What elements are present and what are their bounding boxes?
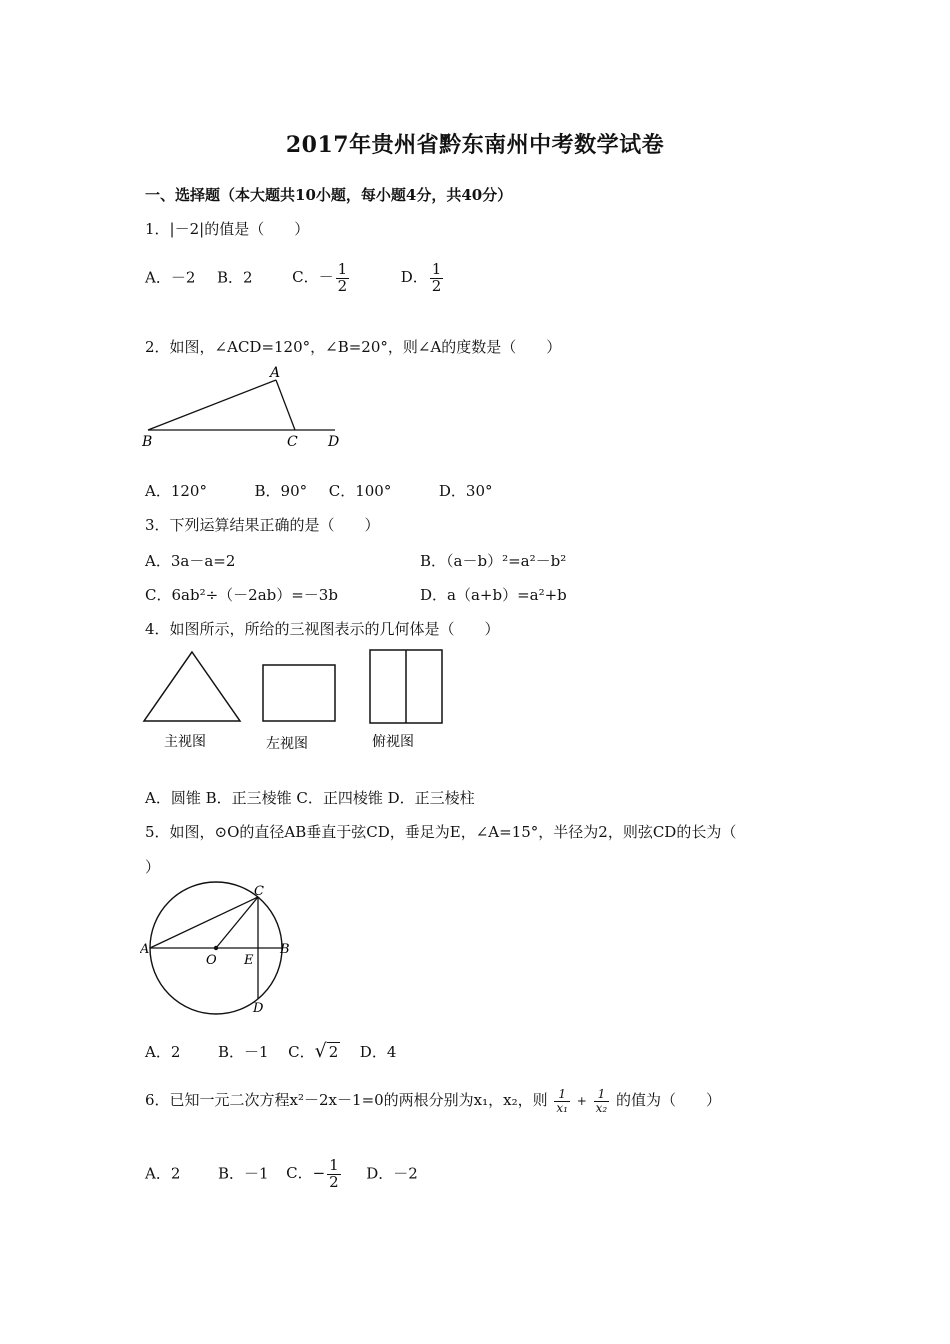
- front-view-label: 主视图: [164, 734, 206, 750]
- center-point: [214, 946, 218, 950]
- q5-option-d: D．4: [359, 1043, 397, 1061]
- q2-option-a: A．120°: [145, 482, 207, 500]
- label-a: A: [140, 942, 150, 957]
- label-d: D: [253, 1001, 264, 1015]
- q1-option-c: C．－ $\frac{1}{2}$: [292, 260, 348, 295]
- q2-options: [145, 480, 493, 501]
- q6-fraction-2: $\frac{1}{\text{x₂}}$: [595, 1087, 608, 1115]
- q4-stem: 4．如图所示，所给的三视图表示的几何体是（ ）: [145, 620, 500, 638]
- line-oc: [216, 897, 258, 948]
- q2-option-c: C．100°: [328, 482, 392, 500]
- q1-option-a: A．－2: [145, 268, 196, 287]
- q5-stem-line2: ）: [145, 858, 161, 876]
- q3-option-a: A．3a－a=2: [145, 552, 236, 570]
- q5-circle-figure: [140, 880, 310, 1015]
- q2-stem: 2．如图，∠ACD=120°，∠B=20°，则∠A的度数是（ ）: [145, 338, 562, 356]
- left-view-label: 左视图: [266, 736, 308, 752]
- label-a: A: [270, 365, 281, 381]
- top-view-label: 俯视图: [372, 734, 414, 750]
- q4-options: A．圆锥 B．正三棱锥 C．正四棱锥 D．正三棱柱: [145, 789, 475, 807]
- q3-option-b: B．（a－b）²=a²－b²: [420, 552, 567, 570]
- q4-three-views-figure: [140, 645, 450, 755]
- q3-stem: 3．下列运算结果正确的是（ ）: [145, 516, 380, 534]
- left-view-rectangle: [263, 665, 335, 721]
- label-c: C: [287, 434, 298, 450]
- q5-stem-line1: 5．如图，⊙O的直径AB垂直于弦CD，垂足为E，∠A=15°，半径为2，则弦CD的长为（: [145, 823, 737, 841]
- q6-option-c: C．− $\frac{1}{2}$: [286, 1156, 339, 1191]
- label-o: O: [206, 953, 217, 968]
- q1-option-b: B．2: [216, 268, 253, 287]
- q6-stem: 6．已知一元二次方程x²－2x－1=0的两根分别为x₁，x₂，则 $\frac{1}{\text{x₁}}$ + $\frac{1}{\text{x₂}}$ 的值为（ ）: [145, 1087, 721, 1115]
- q6-options: [145, 1158, 418, 1191]
- line-ac: [276, 380, 295, 430]
- q3-option-c: C．6ab²÷（－2ab）=－3b: [145, 586, 338, 604]
- q5-option-a: A．2: [145, 1043, 181, 1061]
- q1-stem: 1．|－2|的值是（ ）: [145, 220, 310, 238]
- q6-option-d: D．－2: [366, 1164, 418, 1183]
- q6-option-a: A．2: [145, 1164, 181, 1183]
- line-ba: [148, 380, 276, 430]
- q6-option-b: B．－1: [217, 1164, 269, 1183]
- q2-triangle-figure: [140, 360, 350, 452]
- label-e: E: [244, 953, 254, 968]
- q2-option-b: B．90°: [254, 482, 308, 500]
- q6-fraction-1: $\frac{1}{\text{x₁}}$: [556, 1087, 568, 1115]
- q2-option-d: D．30°: [438, 482, 493, 500]
- section-heading: 一、选择题（本大题共10小题，每小题4分，共40分）: [145, 186, 513, 204]
- q1-options: [145, 262, 445, 295]
- page-title: 2017年贵州省黔东南州中考数学试卷: [285, 132, 665, 158]
- label-c: C: [254, 884, 264, 899]
- q5-option-b: B．－1: [217, 1043, 269, 1061]
- label-d: D: [328, 434, 340, 450]
- front-view-triangle: [144, 652, 240, 721]
- q1-option-d: D． $\frac{1}{2}$: [400, 260, 442, 295]
- q5-options: [145, 1040, 396, 1062]
- label-b: B: [280, 942, 290, 957]
- q3-option-d: D．a（a+b）=a²+b: [420, 586, 567, 604]
- label-b: B: [142, 434, 153, 450]
- q5-option-c: C．√ 2: [288, 1040, 339, 1062]
